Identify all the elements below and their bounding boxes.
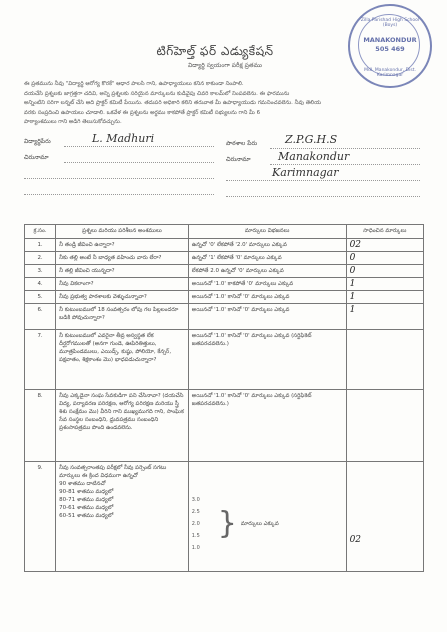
row-obtained	[346, 330, 423, 390]
row-number: 4.	[25, 278, 56, 291]
instruction-line: దయచేసి ప్రశ్నలకు జాగ్రత్తగా చదివి, అన్ని ప్రశ్నలకు సరియైన మార్కులను కుడివైపు చివరి కాలమ్‌లో నింపవలెను. ఈ ఫారమును	[24, 90, 290, 97]
form-subtitle: విద్యార్థి స్వయంగా పరీక్ష ప్రతము	[187, 62, 263, 69]
table-row	[25, 291, 424, 304]
student-address-line-3	[24, 194, 214, 195]
school-name-line	[270, 148, 420, 149]
row-obtained: 1	[346, 291, 423, 304]
student-address-line	[64, 162, 214, 163]
table-row	[25, 330, 424, 390]
school-address-label: చిరునామా	[226, 156, 251, 163]
row-marks-rule: అయినచో '1.0' కానిచో '0' మార్కులు ఎక్కువ	[188, 291, 346, 304]
instruction-line: ఈ ప్రతమును నీవు "విద్యార్థి ఆరోగ్య కొరకే" ఆధార పాలసి గాని, ఉపాధ్యాయులు కనిన కాకుండా నింపాలి.	[24, 81, 244, 87]
row-marks-rule: అయినచో '1.0' కానిచో '0' మార్కులు ఎక్కువ (సర్టిఫికెట్ జతపరచవలెను.)	[188, 390, 346, 462]
table-row	[25, 304, 424, 330]
row-question: నీ తల్లి జీవించి యున్నదా?	[56, 265, 189, 278]
row-marks-rule: ఉన్నచో '1' లేకపోతే '0' మార్కులు ఎక్కువ	[188, 252, 346, 265]
row-number: 5.	[25, 291, 56, 304]
row-obtained	[346, 390, 423, 462]
row-marks-rule: లేకపోతే 2.0 ఉన్నచో '0' మార్కులు ఎక్కువ	[188, 265, 346, 278]
table-row	[25, 239, 424, 252]
school-stamp	[348, 4, 432, 88]
stamp-arc-bottom: Mdl. Manakondur, Dist. Karimnagar	[364, 68, 416, 78]
school-address-line2: Karimnagar	[272, 166, 339, 179]
row-question-text: నీవు సంవత్సరాంతపు పరీక్షలో నీవు పర్సెంట్ సగటు మార్కులు ఈ క్రింద విధముగా ఉన్నచో	[59, 465, 167, 479]
grade-band: 80-71 శాతము మధ్యలో	[59, 497, 114, 503]
row-question	[56, 462, 189, 572]
grade-band: 60-51 శాతము మధ్యలో	[59, 513, 114, 519]
instruction-line: వరకు సంప్రదించి ఉపాయలు చూడాలి. ఒకవేళ ఈ ప్రశ్నలను అర్థము కాకపోతే ప్రాక్టర్ కమిటీ సభ్యులను గాని మీ 6	[24, 109, 261, 116]
row-number: 8.	[25, 390, 56, 462]
row-obtained: 0	[346, 265, 423, 278]
form-title: టిగ్‌హెల్త్ ఫర్ ఎడ్యుకేషన్	[156, 44, 274, 58]
stamp-name: MANAKONDUR	[363, 36, 417, 44]
instructions-paragraph	[24, 80, 424, 128]
row-obtained: 02	[346, 239, 423, 252]
grade-band: 90-81 శాతము మధ్యలో	[59, 489, 114, 495]
row-question: నీ కుటుంబములో 18 సంవత్సరం లోపు గల పిల్లలందరూ బడికి పోవుచున్నారా?	[56, 304, 189, 330]
row-number: 6.	[25, 304, 56, 330]
row-marks-rule	[188, 462, 346, 572]
col-header-obtained: సాధించిన మార్కులు	[346, 225, 423, 239]
stamp-code: 505 469	[375, 45, 405, 53]
row-number: 7.	[25, 330, 56, 390]
student-address-line-2	[24, 178, 214, 179]
student-name-value: L. Madhuri	[92, 132, 155, 145]
student-name-label: విద్యార్థిపేరు	[24, 138, 51, 145]
scale-value: 2.5	[191, 509, 200, 515]
row-number: 2.	[25, 252, 56, 265]
row-number: 1.	[25, 239, 56, 252]
row-number: 9.	[25, 462, 56, 572]
table-row	[25, 265, 424, 278]
school-address-line1: Manakondur	[278, 150, 350, 163]
marks-table	[24, 224, 424, 572]
row-obtained	[346, 462, 423, 572]
col-header-question: ప్రశ్నలు మరియు పరిశీలన అంశములు	[56, 225, 189, 239]
row-marks-rule: అయినచో '1.0' కానిచో '0' మార్కులు ఎక్కువ (సర్టిఫికెట్ జతపరచవలెను.)	[188, 330, 346, 390]
row-question: నీవు ప్రభుత్వ పాఠశాలకు వెళ్ళుచున్నావా?	[56, 291, 189, 304]
instruction-line: పాఠ్యాంశములు గాని అడిగి తెలుసుకోవచ్చును.	[24, 119, 122, 125]
grade-band: 90 శాతము దాటినచో	[59, 481, 106, 487]
row-obtained: 1	[346, 278, 423, 291]
table-row	[25, 278, 424, 291]
scale-note: మార్కులు ఎక్కువ	[240, 521, 279, 527]
table-row	[25, 390, 424, 462]
row-question: నీ కుటుంబములో ఎవరైనా తీవ్ర అస్వస్థత లేక దీర్ఘరోగములతో (అనగా గుండె, ఊపిరితిత్తులు, మూత్రపిండములు, ఎయిడ్స్, కుష్ఠు, పోలియో, కేన్సర్, పక్షవాతం, శిక్షకాంశం మొ) భాధపడుచున్నారా?	[56, 330, 189, 390]
grade-scale	[192, 494, 343, 554]
row-question: నీవు వికలాంగా?	[56, 278, 189, 291]
student-address-label: చిరునామా	[24, 154, 49, 161]
table-row	[25, 252, 424, 265]
school-address-line-3	[226, 196, 420, 197]
row-marks-rule: అయినచో '1.0' కానిచో '0' మార్కులు ఎక్కువ	[188, 304, 346, 330]
col-header-sn: క్ర.సం.	[25, 225, 56, 239]
table-header-row	[25, 225, 424, 239]
row-marks-rule: ఉన్నచో '0' లేకపోతే '2.0' మార్కులు ఎక్కువ	[188, 239, 346, 252]
row-obtained-value: 02	[349, 535, 362, 545]
row-question: నీవు ఎక్కడైనా సంఘ సేవకుడిగా పని చేసినావా? (దయచేసి విద్య, పర్యావరణ పరిరక్షణ, ఆరోగ్య పరిరక్షణ మరియు స్త్రీ శిశు సంక్షేమం మొ) వీరిని గాని ముఖ్యముగది గాని, సాంఘిక సేవ సంస్థల సంబంధిని, ధ్రువపత్రము సంబంధిని ప్రశంసాపత్రము పొంది ఉండవలెను.	[56, 390, 189, 462]
scale-value: 1.5	[191, 533, 200, 539]
instruction-line: అన్నింటిని సరిగా లన్నట్ చేసి ఆది ప్రాక్టర్ కమిటీ పేయిను. తదుపరి అధికారి కలిని తరువాత మీ ఉపాధ్యాయుడు గమనించవలెను. నీవు తెలియ	[24, 100, 322, 106]
school-address-line-2	[226, 180, 420, 181]
row-obtained: 0	[346, 252, 423, 265]
stamp-arc-top: Zilla Parishad High School (Boys)	[360, 18, 420, 28]
row-marks-rule: అయినచో '1.0' కాకపోతే '0' మార్కులు ఎక్కువ	[188, 278, 346, 291]
row-question: నీ తండ్రి జీవించి ఉన్నారా?	[56, 239, 189, 252]
stamp-center	[354, 36, 426, 54]
school-name-label: పాఠశాల పేరు	[226, 140, 258, 147]
table-row	[25, 462, 424, 572]
row-question: నీకు తల్లి అంటే నీ బాధ్యత వహించు వారు లేరా?	[56, 252, 189, 265]
row-obtained: 1	[346, 304, 423, 330]
row-number: 3.	[25, 265, 56, 278]
student-name-line	[64, 146, 214, 147]
brace-glyph: }	[217, 506, 237, 541]
school-name-value: Z.P.G.H.S	[285, 133, 338, 146]
grade-scale-values	[192, 494, 200, 554]
scale-value: 1.0	[191, 545, 200, 551]
grade-band: 70-61 శాతము మధ్యలో	[59, 505, 114, 511]
school-address-line	[270, 164, 420, 165]
col-header-marks: మార్కులు విభజనలు	[188, 225, 346, 239]
scale-value: 3.0	[191, 497, 200, 503]
scale-value: 2.0	[191, 521, 200, 527]
